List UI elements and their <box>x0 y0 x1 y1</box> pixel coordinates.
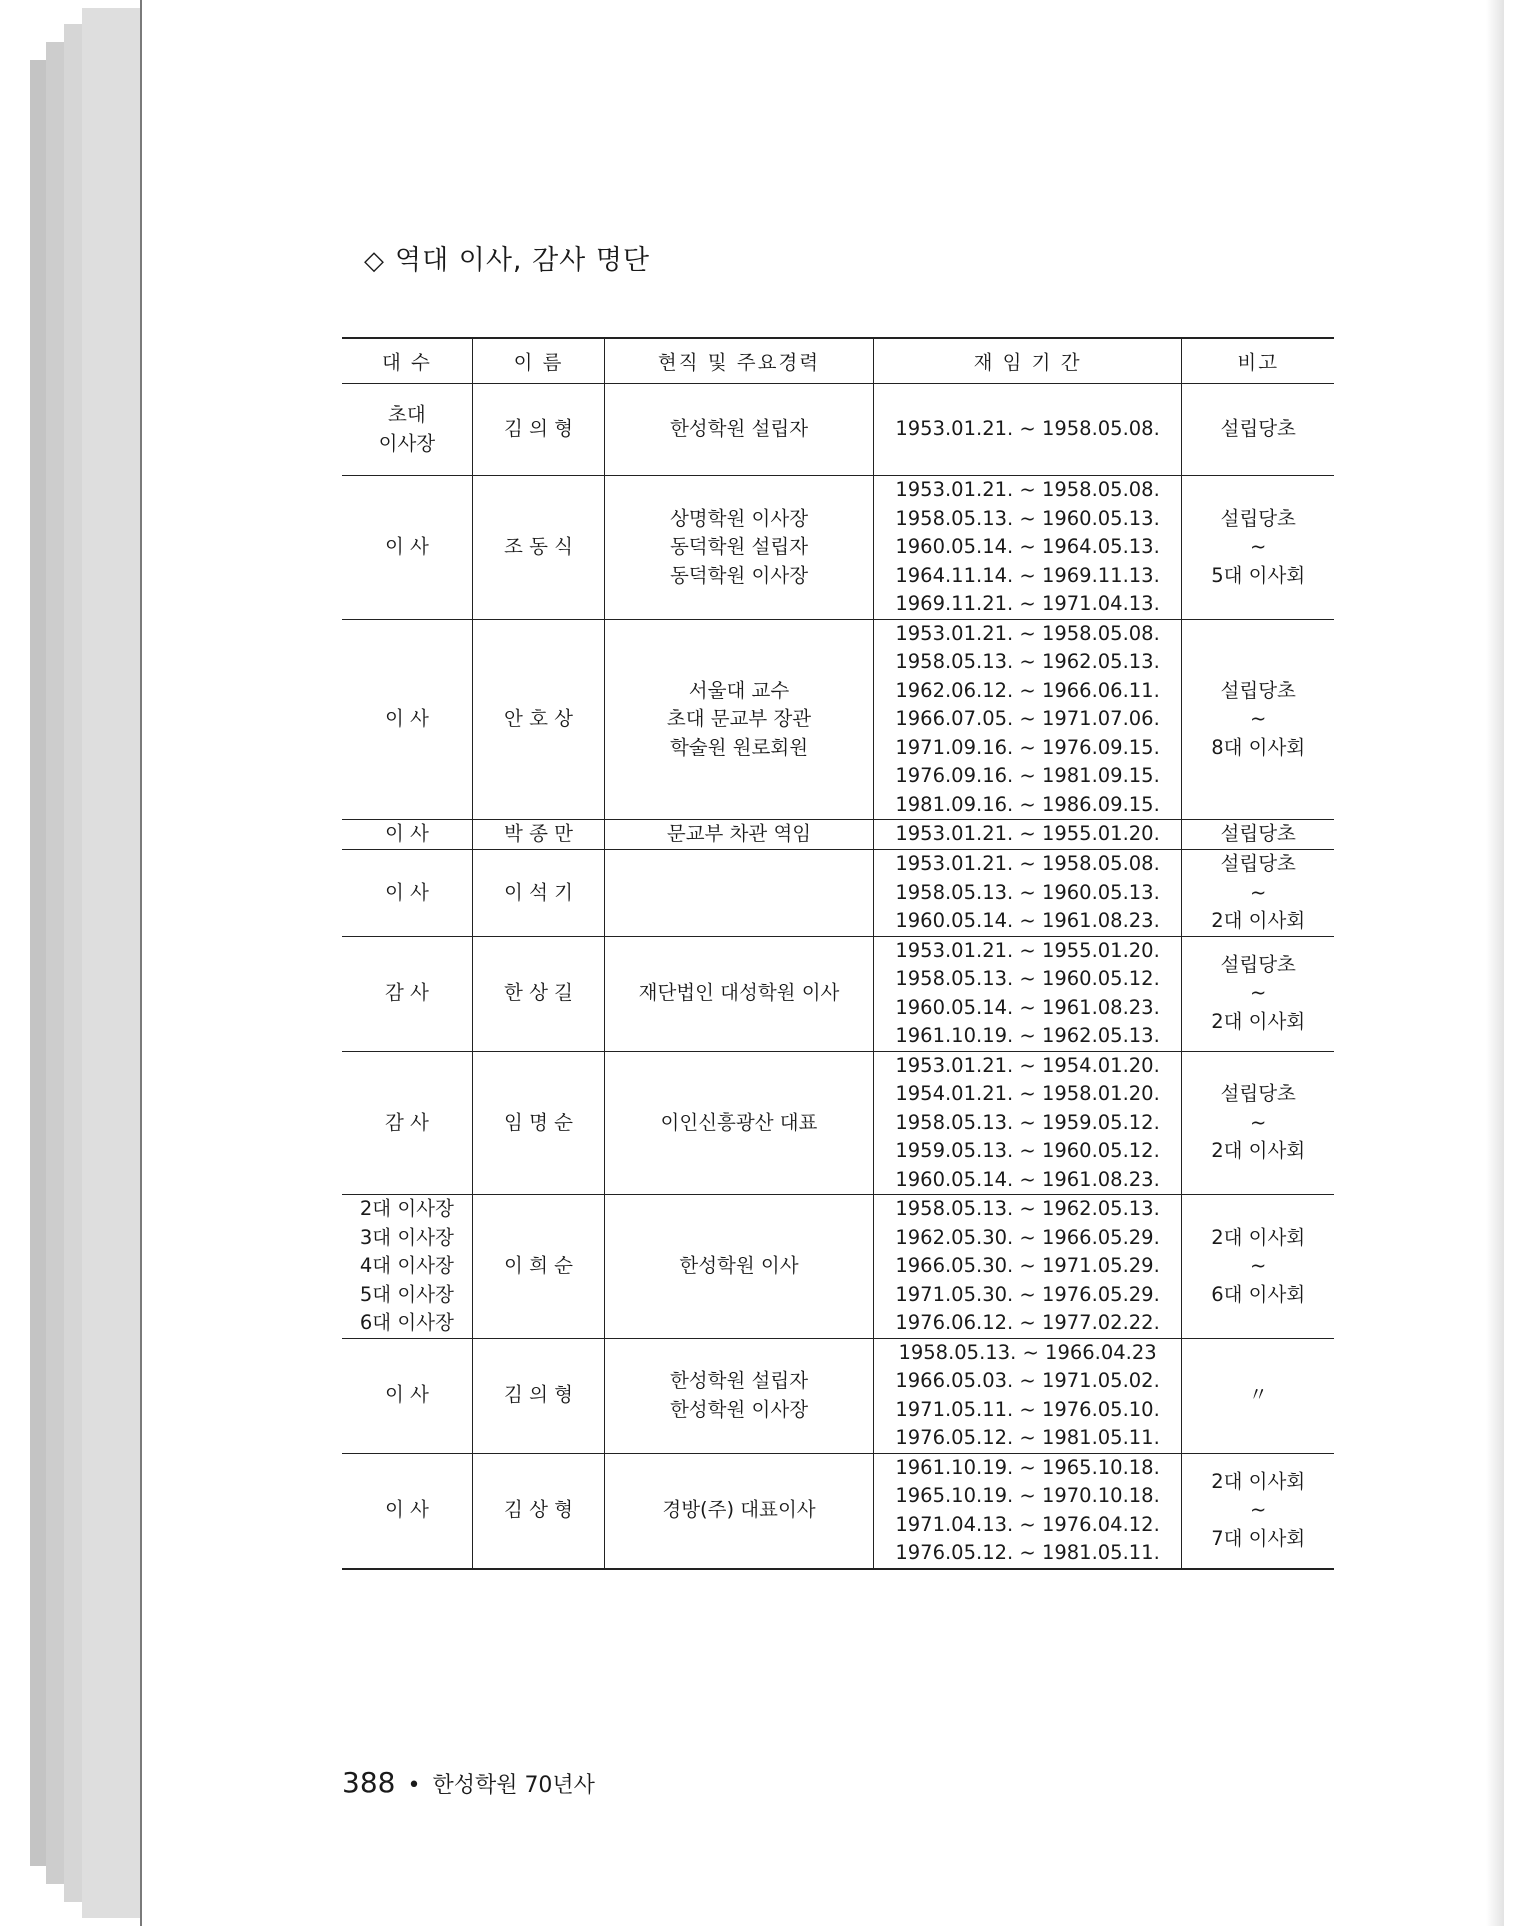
cell-career <box>605 936 873 1051</box>
cell-term-line: 1960.05.14. ~ 1961.08.23. <box>895 909 1160 932</box>
table-row <box>342 384 1334 476</box>
cell-dae-line: 2대 이사장 <box>359 1197 454 1220</box>
cell-note <box>1182 820 1334 850</box>
table-row <box>342 619 1334 820</box>
cell-note-line: 설립당초 <box>1220 1082 1296 1105</box>
cell-dae <box>342 1195 472 1339</box>
cell-note <box>1182 850 1334 937</box>
cell-note-line: 2대 이사회 <box>1211 1139 1306 1162</box>
cell-career <box>605 1338 873 1453</box>
header-note: 비고 <box>1182 338 1334 384</box>
cell-note <box>1182 384 1334 476</box>
cell-term-line: 1971.04.13. ~ 1976.04.12. <box>895 1512 1160 1536</box>
cell-term-line: 1958.05.13. ~ 1962.05.13. <box>895 650 1160 673</box>
cell-dae <box>342 820 472 850</box>
cell-career <box>605 476 873 620</box>
cell-note-line: 2대 이사회 <box>1211 1009 1306 1033</box>
cell-term-line: 1953.01.21. ~ 1958.05.08. <box>895 852 1160 875</box>
cell-career <box>605 1453 873 1569</box>
diamond-bullet-icon: ◇ <box>364 246 385 276</box>
cell-note-line: 2대 이사회 <box>1211 909 1306 932</box>
cell-dae-line: 이사장 <box>378 431 436 455</box>
cell-name <box>472 1051 605 1195</box>
table-row <box>342 936 1334 1051</box>
cell-term <box>873 1195 1182 1339</box>
cell-note-line: 설립당초 <box>1220 678 1296 702</box>
cell-note-line: 5대 이사회 <box>1211 563 1306 587</box>
cell-term-line: 1958.05.13. ~ 1966.04.23 <box>898 1340 1157 1364</box>
cell-note <box>1182 936 1334 1051</box>
cell-dae-line: 감 사 <box>384 1110 429 1134</box>
cell-name <box>472 936 605 1051</box>
cell-note-line: ~ <box>1250 981 1267 1005</box>
cell-name-text: 조 동 식 <box>504 535 573 558</box>
cell-term-line: 1962.05.30. ~ 1966.05.29. <box>895 1225 1160 1249</box>
cell-note <box>1182 1453 1334 1569</box>
cell-note-line: 2대 이사회 <box>1211 1469 1306 1493</box>
cell-career-line: 초대 문교부 장관 <box>666 707 812 730</box>
cell-note-line: 〃 <box>1248 1383 1268 1407</box>
cell-term <box>873 820 1182 850</box>
table-body <box>342 384 1334 1569</box>
cell-term-line: 1971.09.16. ~ 1976.09.15. <box>895 735 1160 759</box>
cell-term-line: 1960.05.14. ~ 1961.08.23. <box>895 1167 1160 1191</box>
cell-name-text: 김 의 형 <box>504 1383 573 1407</box>
cell-term-line: 1960.05.14. ~ 1961.08.23. <box>895 995 1160 1019</box>
cell-term-line: 1966.05.30. ~ 1971.05.29. <box>895 1254 1160 1277</box>
cell-note <box>1182 1338 1334 1453</box>
document-page <box>140 0 1504 1926</box>
cell-note-line: 2대 이사회 <box>1211 1225 1306 1249</box>
cell-name <box>472 619 605 820</box>
cell-term <box>873 850 1182 937</box>
cell-name <box>472 1453 605 1569</box>
cell-dae-line: 이 사 <box>384 880 429 904</box>
cell-note-line: 설립당초 <box>1220 822 1296 846</box>
cell-dae-line: 이 사 <box>384 822 429 846</box>
cell-career-line: 이인신흥광산 대표 <box>660 1110 818 1134</box>
cell-term-line: 1961.10.19. ~ 1965.10.18. <box>895 1455 1160 1479</box>
cell-note-line: 설립당초 <box>1220 417 1296 441</box>
cell-note-line: ~ <box>1250 707 1267 730</box>
cell-dae <box>342 1453 472 1569</box>
cell-term-line: 1958.05.13. ~ 1960.05.13. <box>895 880 1160 904</box>
header-name: 이 름 <box>472 338 605 384</box>
cell-term-line: 1976.05.12. ~ 1981.05.11. <box>895 1541 1160 1564</box>
cell-note <box>1182 1195 1334 1339</box>
cell-career-line: 한성학원 이사 <box>679 1254 799 1277</box>
cell-name-text: 박 종 만 <box>504 822 573 846</box>
cell-term-line: 1953.01.21. ~ 1955.01.20. <box>895 822 1160 846</box>
cell-term-line: 1960.05.14. ~ 1964.05.13. <box>895 535 1160 558</box>
section-title <box>364 238 650 277</box>
cell-term-line: 1962.06.12. ~ 1966.06.11. <box>895 678 1160 702</box>
cell-career-line: 재단법인 대성학원 이사 <box>638 981 840 1005</box>
table-row <box>342 476 1334 620</box>
cell-name-text: 김 의 형 <box>504 417 573 441</box>
cell-dae-line: 이 사 <box>384 1383 429 1407</box>
cell-dae-line: 초대 <box>388 403 426 426</box>
cell-term-line: 1958.05.13. ~ 1962.05.13. <box>895 1197 1160 1220</box>
header-term: 재 임 기 간 <box>873 338 1182 384</box>
cell-term-line: 1976.09.16. ~ 1981.09.15. <box>895 764 1160 787</box>
board-roster-table <box>342 337 1334 1570</box>
cell-dae-line: 3대 이사장 <box>359 1225 454 1249</box>
cell-dae <box>342 384 472 476</box>
cell-note-line: ~ <box>1250 1254 1267 1277</box>
cell-term-line: 1964.11.14. ~ 1969.11.13. <box>895 563 1160 587</box>
cell-dae-line: 이 사 <box>384 535 429 558</box>
section-title-text: 역대 이사, 감사 명단 <box>395 245 650 276</box>
cell-note <box>1182 1051 1334 1195</box>
cell-term <box>873 1338 1182 1453</box>
cell-career <box>605 619 873 820</box>
cell-term-line: 1961.10.19. ~ 1962.05.13. <box>895 1024 1160 1047</box>
cell-term-line: 1971.05.11. ~ 1976.05.10. <box>895 1397 1160 1421</box>
cell-name-text: 안 호 상 <box>504 707 573 730</box>
cell-career <box>605 1195 873 1339</box>
cell-career-line: 경방(주) 대표이사 <box>662 1498 816 1522</box>
cell-term-line: 1958.05.13. ~ 1959.05.12. <box>895 1110 1160 1134</box>
cell-career-line: 한성학원 설립자 <box>669 417 809 441</box>
cell-dae <box>342 850 472 937</box>
cell-note-line: ~ <box>1250 880 1267 904</box>
cell-name <box>472 384 605 476</box>
book-title: 한성학원 70년사 <box>432 1773 595 1798</box>
cell-term-line: 1969.11.21. ~ 1971.04.13. <box>895 592 1160 615</box>
cell-career <box>605 820 873 850</box>
page-shadow <box>1486 0 1504 1926</box>
cell-note-line: 설립당초 <box>1220 952 1296 976</box>
table-row <box>342 820 1334 850</box>
cell-career-line: 동덕학원 이사장 <box>669 563 809 587</box>
cell-term-line: 1981.09.16. ~ 1986.09.15. <box>895 792 1160 816</box>
cell-name <box>472 476 605 620</box>
cell-term-line: 1953.01.21. ~ 1958.05.08. <box>895 621 1160 645</box>
cell-term-line: 1966.05.03. ~ 1971.05.02. <box>895 1369 1160 1392</box>
cell-note-line: 8대 이사회 <box>1211 735 1306 759</box>
cell-note-line: 설립당초 <box>1220 852 1296 875</box>
cell-term-line: 1953.01.21. ~ 1955.01.20. <box>895 938 1160 962</box>
cell-name-text: 임 명 순 <box>504 1110 573 1134</box>
cell-dae-line: 6대 이사장 <box>359 1311 454 1334</box>
table-row <box>342 1338 1334 1453</box>
cell-career-line: 학술원 원로회원 <box>669 735 809 759</box>
cell-dae-line: 이 사 <box>384 707 429 730</box>
cell-term-line: 1953.01.21. ~ 1954.01.20. <box>895 1053 1160 1077</box>
cell-dae <box>342 476 472 620</box>
cell-career <box>605 1051 873 1195</box>
cell-career-line: 문교부 차관 역임 <box>666 822 812 846</box>
cell-name-text: 한 상 길 <box>504 981 573 1005</box>
cell-dae <box>342 1051 472 1195</box>
cell-career-line: 상명학원 이사장 <box>669 506 809 530</box>
cell-term-line: 1953.01.21. ~ 1958.05.08. <box>895 478 1160 501</box>
cell-dae-line: 5대 이사장 <box>359 1282 454 1306</box>
cell-name-text: 김 상 형 <box>504 1498 573 1522</box>
table-row <box>342 1453 1334 1569</box>
cell-term <box>873 384 1182 476</box>
cell-name-text: 이 희 순 <box>504 1254 573 1277</box>
cell-name <box>472 850 605 937</box>
cell-term-line: 1954.01.21. ~ 1958.01.20. <box>895 1082 1160 1105</box>
cell-note-line: ~ <box>1250 535 1267 558</box>
cell-dae <box>342 619 472 820</box>
cell-dae <box>342 1338 472 1453</box>
cell-note-line: ~ <box>1250 1110 1267 1134</box>
cell-career <box>605 384 873 476</box>
cell-career <box>605 850 873 937</box>
cell-term-line: 1965.10.19. ~ 1970.10.18. <box>895 1484 1160 1507</box>
page-footer <box>342 1766 595 1799</box>
cell-dae-line: 이 사 <box>384 1498 429 1522</box>
cell-dae-line: 4대 이사장 <box>359 1254 454 1277</box>
cell-name <box>472 1195 605 1339</box>
cell-term <box>873 1051 1182 1195</box>
cell-note <box>1182 476 1334 620</box>
cell-dae-line: 감 사 <box>384 981 429 1005</box>
cell-term-line: 1971.05.30. ~ 1976.05.29. <box>895 1282 1160 1306</box>
cell-note-line: ~ <box>1250 1498 1267 1522</box>
table-row <box>342 1051 1334 1195</box>
cell-dae <box>342 936 472 1051</box>
footer-separator: • <box>407 1773 421 1798</box>
table-row <box>342 850 1334 937</box>
cell-name <box>472 1338 605 1453</box>
cell-career-line: 서울대 교수 <box>688 678 790 702</box>
header-career: 현직 및 주요경력 <box>605 338 873 384</box>
cell-term-line: 1959.05.13. ~ 1960.05.12. <box>895 1139 1160 1162</box>
cell-term <box>873 936 1182 1051</box>
cell-name <box>472 820 605 850</box>
cell-term <box>873 476 1182 620</box>
cell-note-line: 설립당초 <box>1220 506 1296 530</box>
cell-note <box>1182 619 1334 820</box>
cell-career-line: 동덕학원 설립자 <box>669 535 809 558</box>
cell-term-line: 1976.05.12. ~ 1981.05.11. <box>895 1426 1160 1449</box>
header-dae: 대 수 <box>342 338 472 384</box>
cell-term-line: 1966.07.05. ~ 1971.07.06. <box>895 707 1160 730</box>
cell-term-line: 1958.05.13. ~ 1960.05.12. <box>895 967 1160 990</box>
cell-term <box>873 1453 1182 1569</box>
cell-term-line: 1958.05.13. ~ 1960.05.13. <box>895 506 1160 530</box>
cell-term-line: 1976.06.12. ~ 1977.02.22. <box>895 1311 1160 1334</box>
cell-note-line: 7대 이사회 <box>1211 1526 1306 1550</box>
cell-career-line: 한성학원 설립자 <box>669 1369 809 1392</box>
cell-career-line: 한성학원 이사장 <box>669 1397 809 1421</box>
table-header-row <box>342 338 1334 384</box>
cell-name-text: 이 석 기 <box>504 880 573 904</box>
cell-term <box>873 619 1182 820</box>
table-row <box>342 1195 1334 1339</box>
page-number: 388 <box>342 1766 396 1799</box>
cell-note-line: 6대 이사회 <box>1211 1282 1306 1306</box>
cell-term-line: 1953.01.21. ~ 1958.05.08. <box>895 417 1160 441</box>
